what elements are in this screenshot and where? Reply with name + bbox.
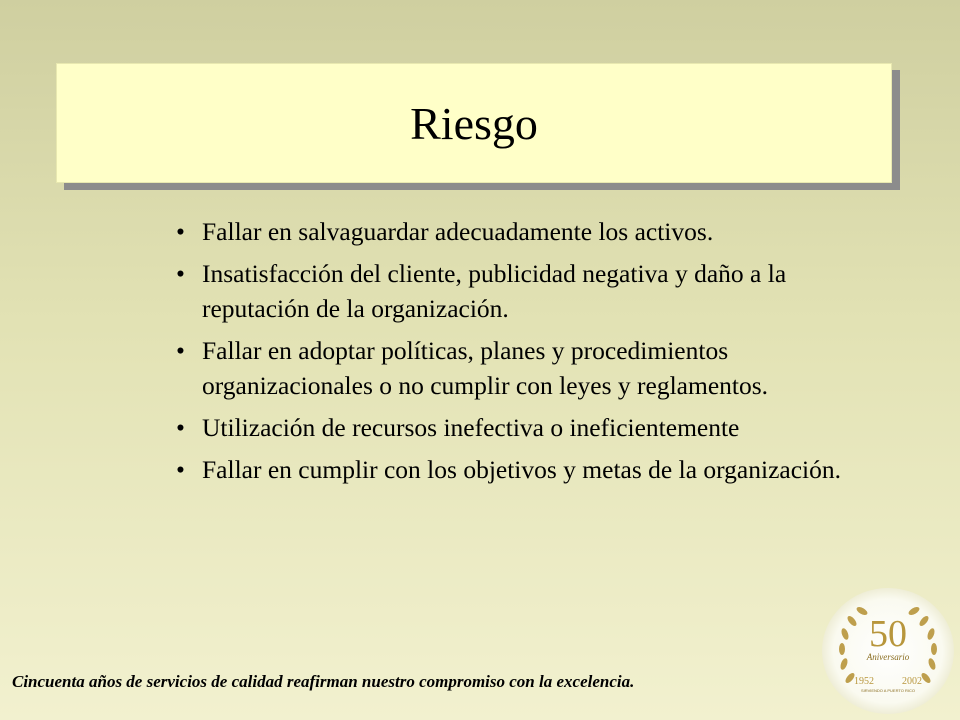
footer-tagline: Cincuenta años de servicios de calidad reafirman nuestro compromiso con la excelencia. xyxy=(12,672,635,691)
seal-year-end: 2002 xyxy=(902,676,922,687)
bullet-text: Fallar en salvaguardar adecuadamente los activos. xyxy=(202,217,714,246)
seal-script: Aniversario xyxy=(866,652,910,662)
bullet-dot-icon: • xyxy=(176,413,185,442)
bullet-text: Insatisfacción del cliente, publicidad negativa y daño a la reputación de la organización. xyxy=(202,259,787,323)
anniversary-seal-icon xyxy=(820,586,956,716)
bullet-dot-icon: • xyxy=(176,336,185,365)
slide-title: Riesgo xyxy=(410,97,538,149)
bullet-item xyxy=(176,256,876,326)
bullet-item xyxy=(176,410,876,445)
bullet-text: Utilización de recursos inefectiva o ineficientemente xyxy=(202,413,740,442)
bullet-dot-icon: • xyxy=(176,217,185,246)
bullet-dot-icon: • xyxy=(176,259,185,288)
bullet-item xyxy=(176,214,876,249)
bullet-text: Fallar en adoptar políticas, planes y procedimientos organizacionales o no cumplir con leyes y reglamentos. xyxy=(202,336,769,400)
seal-motto: SIRVIENDO A PUERTO RICO xyxy=(860,688,916,693)
title-box xyxy=(56,63,892,183)
bullet-text: Fallar en cumplir con los objetivos y metas de la organización. xyxy=(202,455,841,484)
bullet-item xyxy=(176,333,876,403)
bullet-item xyxy=(176,452,876,487)
seal-year-start: 1952 xyxy=(854,676,874,687)
seal-number: 50 xyxy=(869,613,907,655)
bullet-list xyxy=(176,214,876,494)
bullet-dot-icon: • xyxy=(176,455,185,484)
